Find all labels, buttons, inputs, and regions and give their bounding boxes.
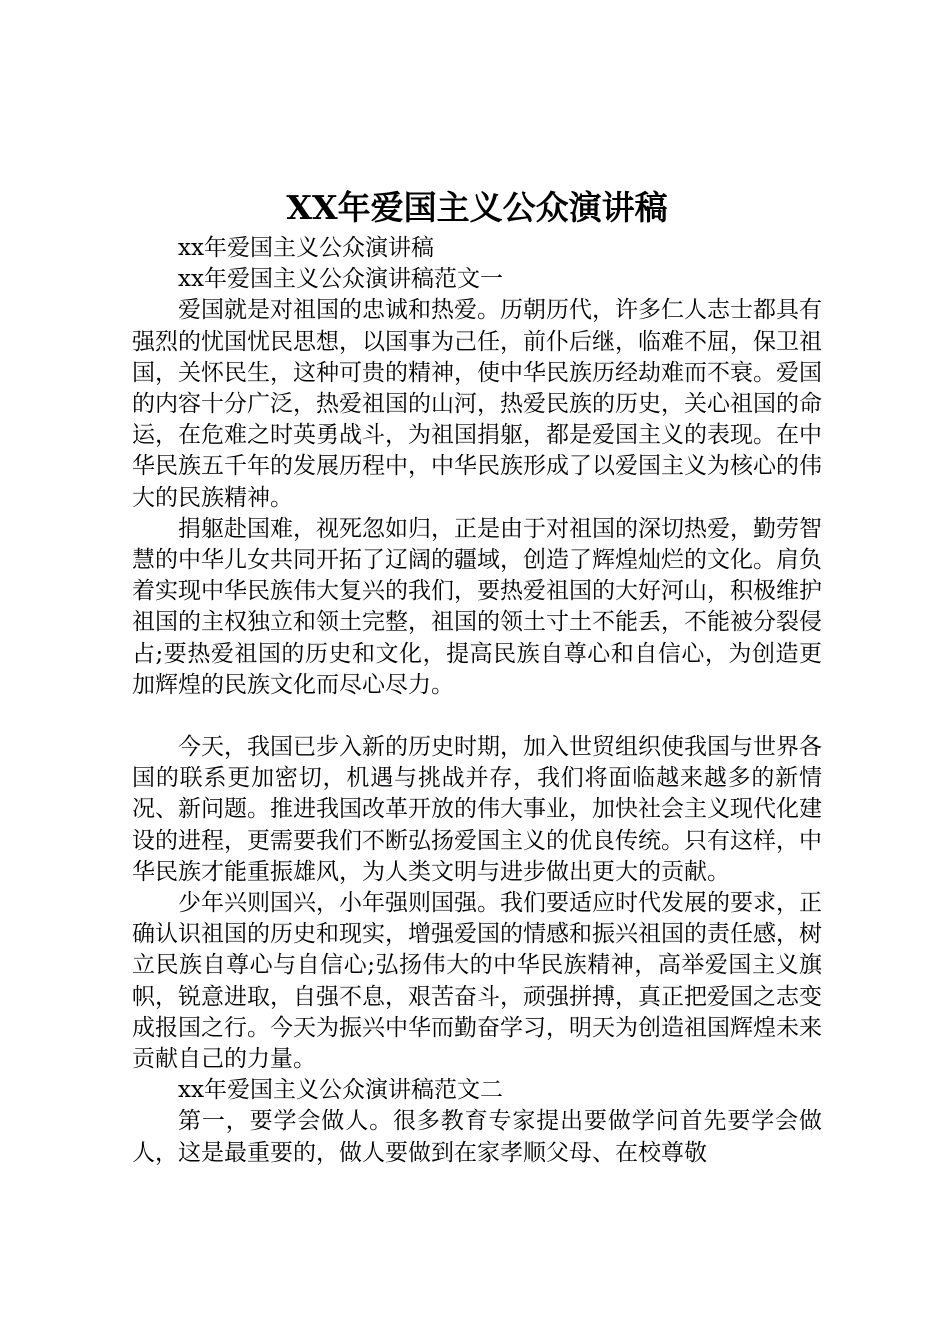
- document-title: XX年爱国主义公众演讲稿: [286, 188, 668, 227]
- paragraph-body: 捐躯赴国难，视死忽如归，正是由于对祖国的深切热爱，勤劳智慧的中华儿女共同开拓了辽阔的疆域，创造了辉煌灿烂的文化。肩负着实现中华民族伟大复兴的我们，要热爱祖国的大好河山，积极维护祖国的主权独立和领土完整，祖国的领土寸土不能丢，不能被分裂侵占;要热爱祖国的历史和文化，提高民族自尊心和自信心，为创造更加辉煌的民族文化而尽心尽力。: [132, 515, 822, 698]
- paragraph-body: 少年兴则国兴，小年强则国强。我们要适应时代发展的要求，正确认识祖国的历史和现实，增强爱国的情感和振兴祖国的责任感，树立民族自尊心与自信心;弘扬伟大的中华民族精神，高举爱国主义旗帜，锐意进取，自强不息，艰苦奋斗，顽强拼搏，真正把爱国之志变成报国之行。今天为振兴中华而勤奋学习，明天为创造祖国辉煌未来贡献自己的力量。: [132, 890, 822, 1073]
- paragraph-section-heading-2: xx年爱国主义公众演讲稿范文二: [178, 1077, 503, 1104]
- paragraph-body: 第一，要学会做人。很多教育专家提出要做学问首先要学会做人，这是最重要的，做人要做到在家孝顺父母、在校尊敬: [132, 1108, 822, 1166]
- document-page: [132, 185, 822, 1169]
- paragraph-body: 爱国就是对祖国的忠诚和热爱。历朝历代，许多仁人志士都具有强烈的忧国忧民思想，以国事为己任，前仆后继，临难不屈，保卫祖国，关怀民生，这种可贵的精神，使中华民族历经劫难而不衰。爱国的内容十分广泛，热爱祖国的山河，热爱民族的历史，关心祖国的命运，在危难之时英勇战斗，为祖国捐躯，都是爱国主义的表现。在中华民族五千年的发展历程中，中华民族形成了以爱国主义为核心的伟大的民族精神。: [132, 297, 822, 511]
- paragraph-body: 今天，我国已步入新的历史时期，加入世贸组织使我国与世界各国的联系更加密切，机遇与挑战并存，我们将面临越来越多的新情况、新问题。推进我国改革开放的伟大事业，加快社会主义现代化建设的进程，更需要我们不断弘扬爱国主义的优良传统。只有这样，中华民族才能重振雄风，为人类文明与进步做出更大的贡献。: [132, 734, 822, 885]
- paragraph-section-heading-1: xx年爱国主义公众演讲稿范文一: [178, 266, 503, 293]
- paragraph-subtitle: xx年爱国主义公众演讲稿: [178, 235, 434, 261]
